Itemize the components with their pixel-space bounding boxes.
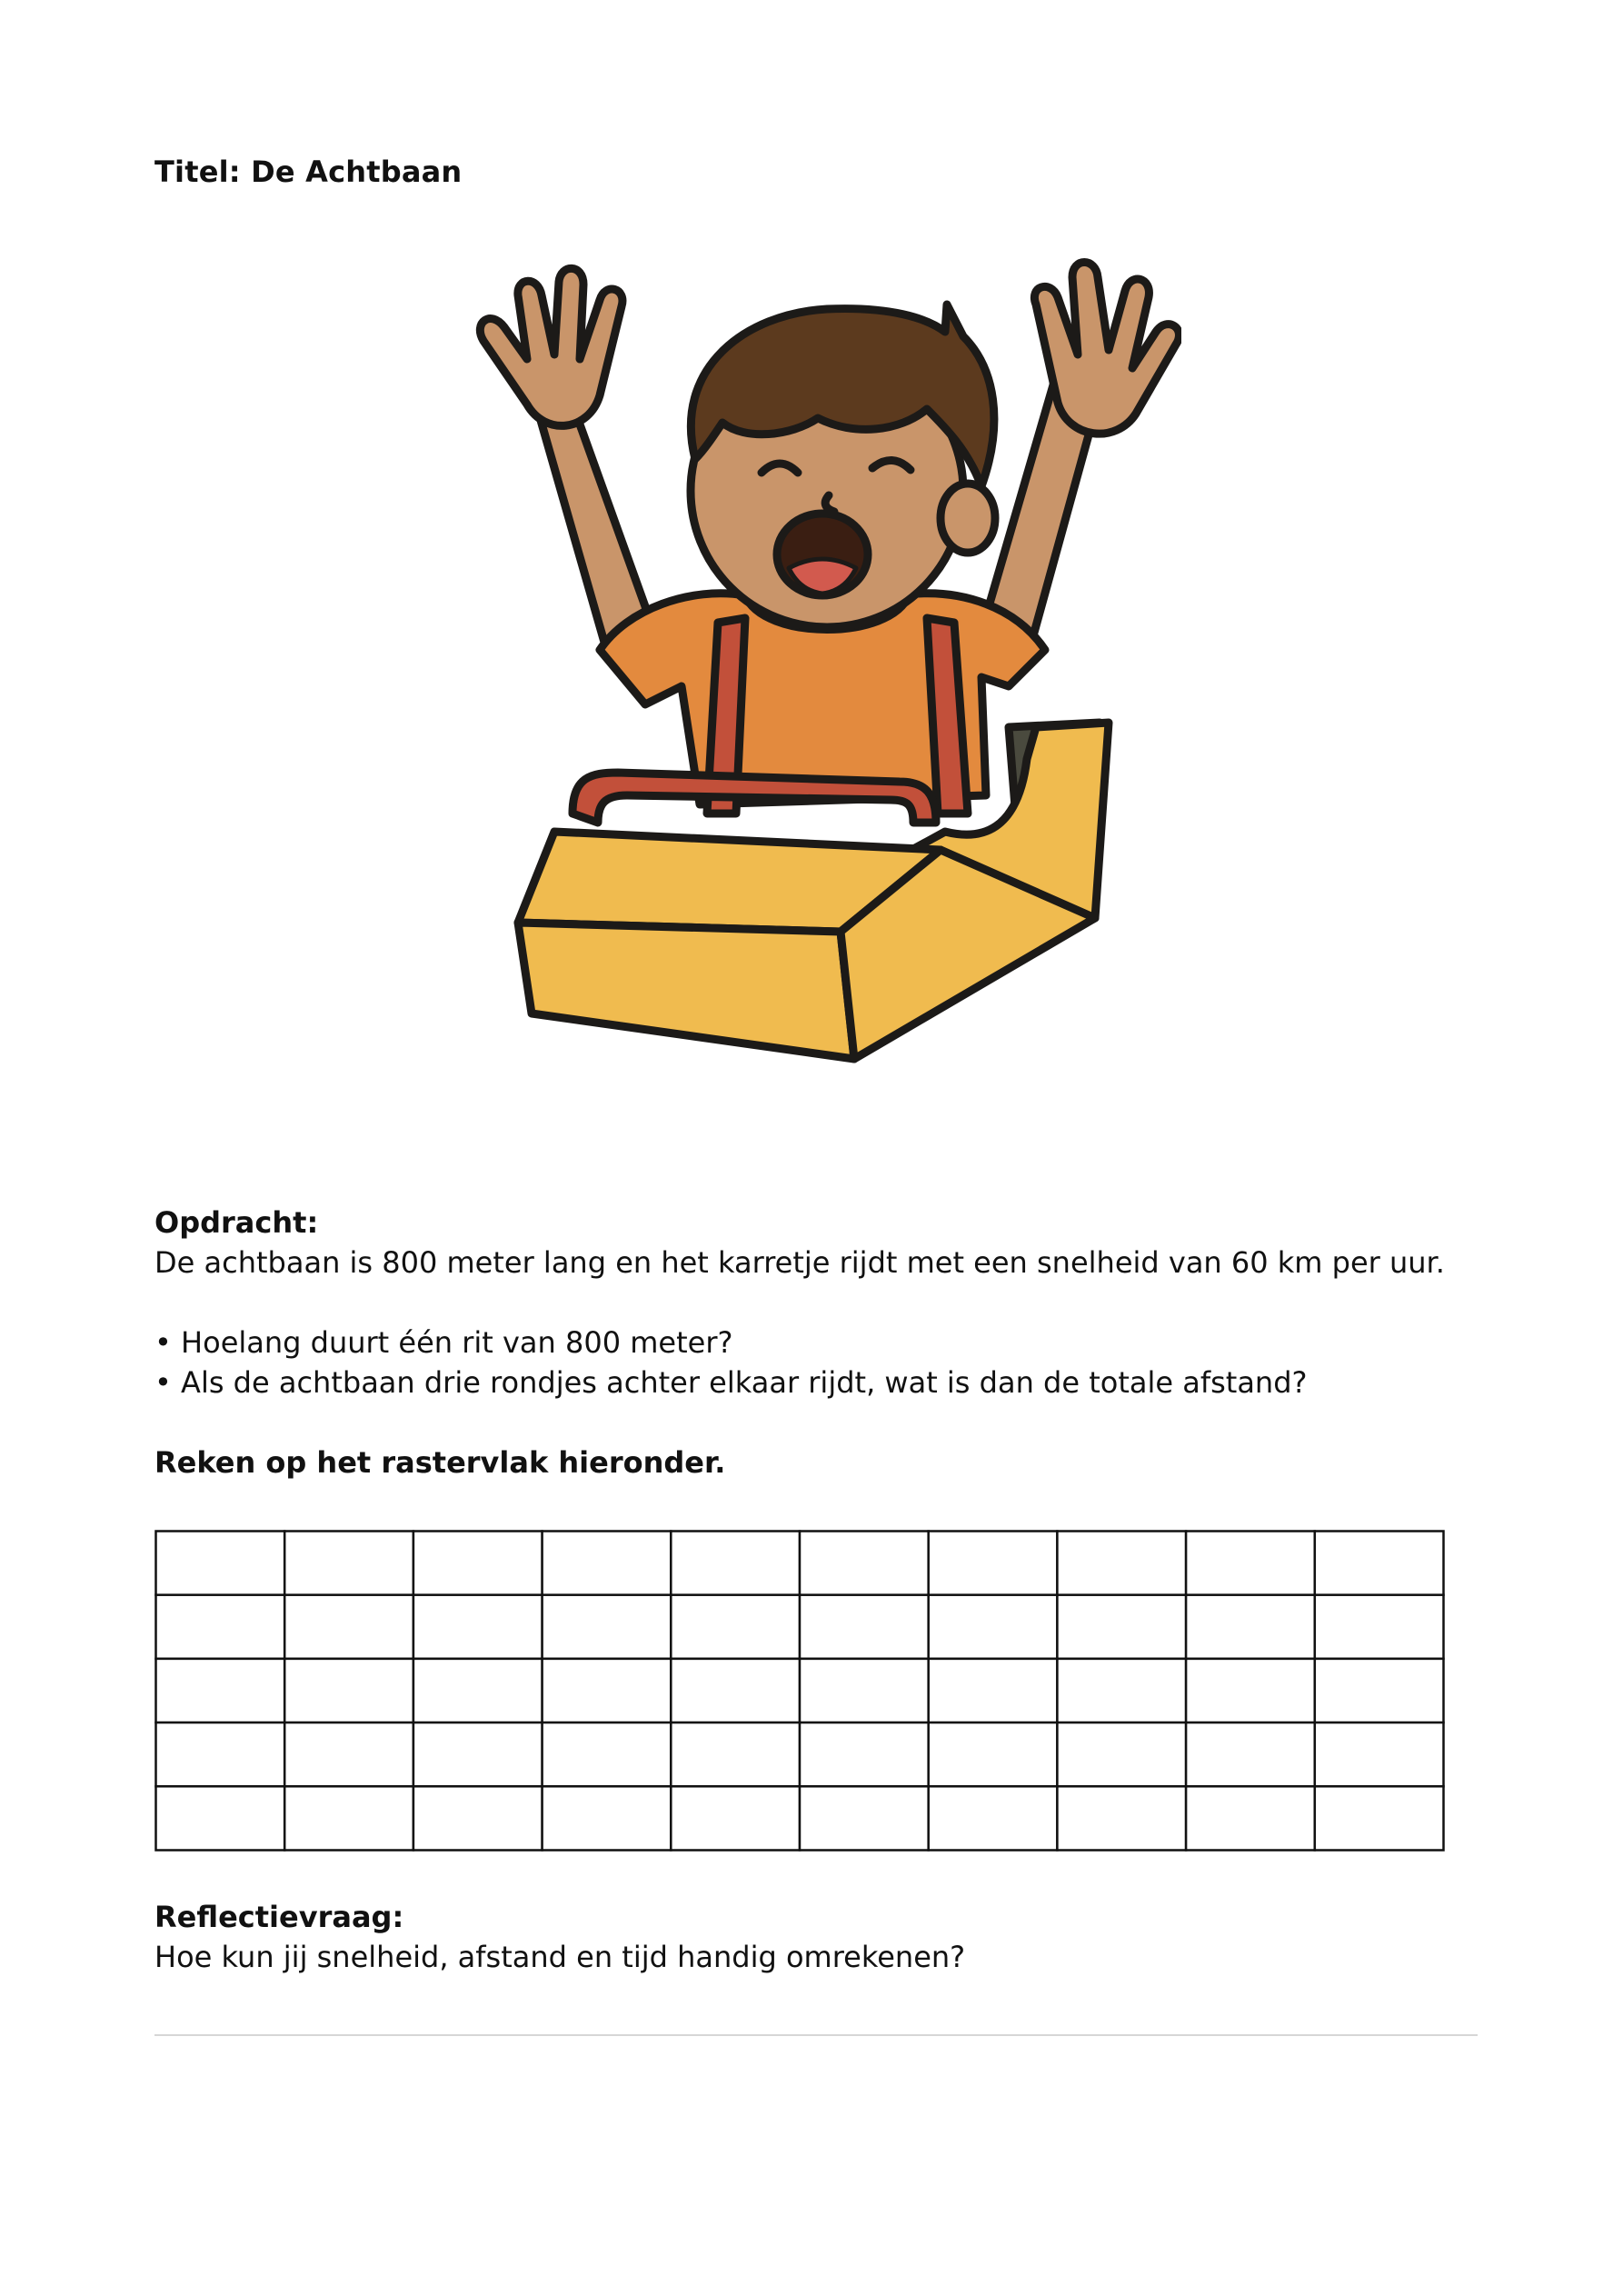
grid-cell[interactable]	[284, 1722, 413, 1786]
grid-cell[interactable]	[156, 1532, 285, 1595]
grid-cell[interactable]	[929, 1595, 1058, 1659]
grid-cell[interactable]	[413, 1786, 543, 1850]
grid-cell[interactable]	[1315, 1722, 1444, 1786]
grid-cell[interactable]	[671, 1722, 800, 1786]
calculation-grid[interactable]	[154, 1530, 1445, 1852]
grid-cell[interactable]	[1186, 1595, 1315, 1659]
grid-cell[interactable]	[284, 1786, 413, 1850]
grid-cell[interactable]	[671, 1786, 800, 1850]
grid-cell[interactable]	[800, 1786, 929, 1850]
grid-cell[interactable]	[1186, 1786, 1315, 1850]
question-1: • Hoelang duurt één rit van 800 meter?	[154, 1325, 733, 1360]
grid-cell[interactable]	[1057, 1659, 1186, 1722]
grid-cell[interactable]	[413, 1722, 543, 1786]
reflection-heading: Reflectievraag:	[154, 1900, 404, 1934]
grid-cell[interactable]	[284, 1659, 413, 1722]
grid-cell[interactable]	[156, 1595, 285, 1659]
grid-cell[interactable]	[1057, 1595, 1186, 1659]
grid-cell[interactable]	[1315, 1786, 1444, 1850]
grid-cell[interactable]	[671, 1659, 800, 1722]
grid-cell[interactable]	[800, 1722, 929, 1786]
grid-cell[interactable]	[929, 1532, 1058, 1595]
left-hand	[480, 268, 622, 425]
grid-cell[interactable]	[1186, 1532, 1315, 1595]
grid-cell[interactable]	[929, 1659, 1058, 1722]
grid-cell[interactable]	[543, 1722, 672, 1786]
page-title: Titel: De Achtbaan	[154, 155, 463, 189]
grid-instruction: Reken op het rastervlak hieronder.	[154, 1445, 726, 1480]
grid-cell[interactable]	[1315, 1595, 1444, 1659]
grid-cell[interactable]	[1057, 1786, 1186, 1850]
ear	[941, 484, 995, 553]
question-2: • Als de achtbaan drie rondjes achter elkaar rijdt, wat is dan de totale afstand?	[154, 1365, 1308, 1400]
grid-cell[interactable]	[284, 1532, 413, 1595]
grid-cell[interactable]	[929, 1722, 1058, 1786]
grid-cell[interactable]	[156, 1659, 285, 1722]
grid-cell[interactable]	[671, 1595, 800, 1659]
illustration-svg	[473, 250, 1181, 1141]
page-divider	[154, 2034, 1478, 2036]
grid-cell[interactable]	[1186, 1722, 1315, 1786]
grid-cell[interactable]	[156, 1722, 285, 1786]
grid-cell[interactable]	[543, 1786, 672, 1850]
assignment-intro: De achtbaan is 800 meter lang en het karretje rijdt met een snelheid van 60 km per uur.	[154, 1245, 1445, 1280]
grid-cell[interactable]	[1315, 1532, 1444, 1595]
assignment-heading: Opdracht:	[154, 1205, 319, 1240]
reflection-question: Hoe kun jij snelheid, afstand en tijd handig omrekenen?	[154, 1940, 966, 1974]
right-hand	[1034, 263, 1179, 434]
grid-cell[interactable]	[284, 1595, 413, 1659]
grid-svg	[154, 1530, 1445, 1852]
child-rollercoaster-illustration	[473, 250, 1181, 1141]
grid-cell[interactable]	[543, 1659, 672, 1722]
cart-front	[518, 923, 854, 1059]
grid-cell[interactable]	[800, 1595, 929, 1659]
grid-cell[interactable]	[413, 1532, 543, 1595]
grid-cell[interactable]	[1057, 1722, 1186, 1786]
grid-cell[interactable]	[413, 1659, 543, 1722]
grid-cell[interactable]	[800, 1532, 929, 1595]
grid-cell[interactable]	[413, 1595, 543, 1659]
grid-cell[interactable]	[800, 1659, 929, 1722]
grid-cell[interactable]	[543, 1595, 672, 1659]
grid-cell[interactable]	[156, 1786, 285, 1850]
grid-cell[interactable]	[929, 1786, 1058, 1850]
grid-cell[interactable]	[1186, 1659, 1315, 1722]
grab-bar	[573, 773, 936, 823]
grid-cell[interactable]	[543, 1532, 672, 1595]
grid-cell[interactable]	[1315, 1659, 1444, 1722]
grid-cell[interactable]	[1057, 1532, 1186, 1595]
grid-cell[interactable]	[671, 1532, 800, 1595]
